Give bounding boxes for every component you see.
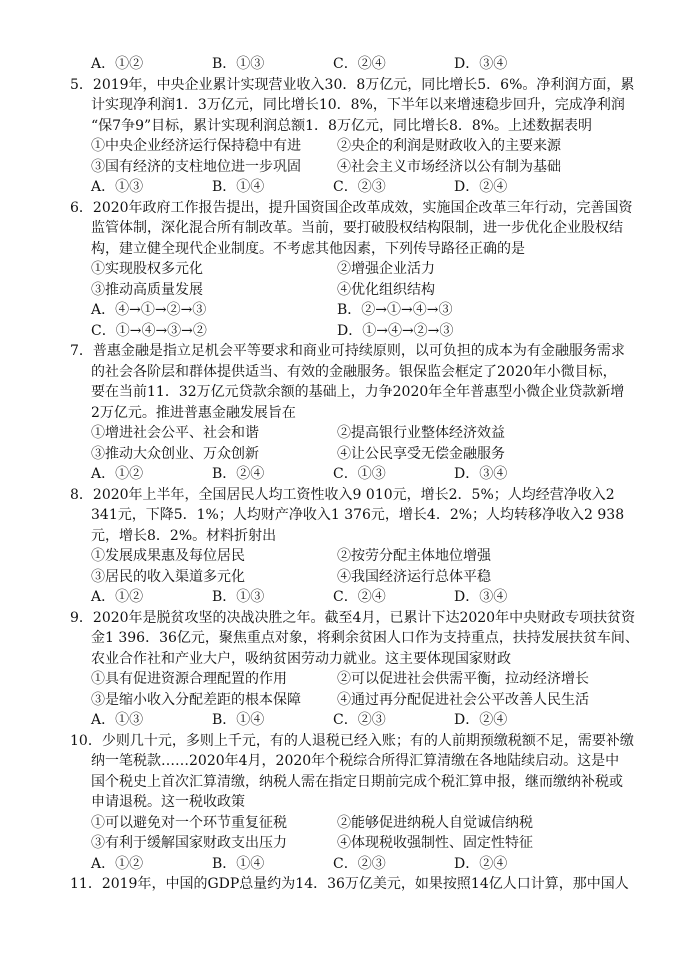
choice-a[interactable]: A．①② xyxy=(91,466,144,482)
question-7-line-4: 2万亿元。推进普惠金融发展旨在 xyxy=(91,404,296,421)
statement-item: ②可以促进社会供需平衡，拉动经济增长 xyxy=(337,671,589,687)
statement-item: ②按劳分配主体地位增强 xyxy=(337,548,491,564)
statement-item: ①可以避免对一个环节重复征税 xyxy=(91,814,287,831)
question-10-items-row-1 xyxy=(70,813,660,834)
statement-item: ①发展成果惠及每位居民 xyxy=(91,548,245,564)
question-6-line-2: 监管体制，深化混合所有制改革。当前，要打破股权结构限制，进一步优化企业股权结 xyxy=(91,220,623,236)
question-7-line-1: 7．普惠金融是指立足机会平等要求和商业可持续原则，以可负担的成本为有金融服务需求 xyxy=(70,343,625,359)
statement-item: ③是缩小收入分配差距的根本保障 xyxy=(91,691,301,708)
choice-c[interactable]: C．②③ xyxy=(333,855,386,872)
choice-d[interactable]: D．③④ xyxy=(454,56,508,72)
statement-item: ③居民的收入渠道多元化 xyxy=(91,568,245,585)
question-6-line-3: 构，建立健全现代企业制度。不考虑其他因素，下列传导路径正确的是 xyxy=(91,240,525,257)
exam-page xyxy=(70,54,660,895)
choice-c[interactable]: C．②③ xyxy=(333,712,386,728)
statement-item: ③推动大众创业、万众创新 xyxy=(91,445,259,462)
choice-d[interactable]: D．②④ xyxy=(454,712,508,728)
choice-b[interactable]: B．①④ xyxy=(212,712,265,728)
choice-c[interactable]: C．②③ xyxy=(333,179,386,195)
question-10-line-3: 国个税史上首次汇算清缴，纳税人需在指定日期前完成个税汇算申报，继而缴纳补税或 xyxy=(91,773,623,790)
question-5-line-3: “保7争9”目标，累计实现利润总额1．8万亿元，同比增长8．8%。上述数据表明 xyxy=(91,117,593,134)
top-choice-row xyxy=(70,54,660,75)
statement-item: ②能够促进纳税人自觉诚信纳税 xyxy=(337,814,533,831)
statement-item: ①实现股权多元化 xyxy=(91,261,203,277)
question-5-line-1: 5．2019年，中央企业累计实现营业收入30．8万亿元，同比增长5．6%。净利润方面，累 xyxy=(70,76,635,93)
statement-item: ②提高银行业整体经济效益 xyxy=(337,425,505,441)
statement-item: ④社会主义市场经济以公有制为基础 xyxy=(337,158,561,175)
question-9 xyxy=(70,608,660,731)
statement-item: ③国有经济的支柱地位进一步巩固 xyxy=(91,158,301,175)
choice-d[interactable]: D．①→④→②→③ xyxy=(337,322,454,339)
question-6 xyxy=(70,198,660,342)
statement-item: ④我国经济运行总体平稳 xyxy=(337,568,491,585)
question-9-choices xyxy=(70,710,660,731)
choice-a[interactable]: A．①③ xyxy=(91,179,144,195)
question-8-line-3: 元，增长8．2%。材料折射出 xyxy=(91,527,277,544)
question-10 xyxy=(70,731,660,875)
question-8 xyxy=(70,485,660,608)
choice-d[interactable]: D．③④ xyxy=(454,466,508,482)
question-7-items-row-2 xyxy=(70,444,660,465)
statement-item: ④优化组织结构 xyxy=(337,281,435,298)
choice-b[interactable]: B．①③ xyxy=(212,589,265,605)
question-8-items-row-2 xyxy=(70,567,660,588)
statement-item: ④体现税收强制性、固定性特征 xyxy=(337,835,533,851)
choice-d[interactable]: D．②④ xyxy=(454,855,508,872)
question-7 xyxy=(70,341,660,485)
question-9-items-row-2 xyxy=(70,690,660,711)
question-5-line-2: 计实现净利润1．3万亿元，同比增长10．8%，下半年以来增速稳步回升，完成净利润 xyxy=(91,97,625,113)
question-6-items-row-1 xyxy=(70,259,660,280)
question-9-items-row-1 xyxy=(70,669,660,690)
statement-item: ③有利于缓解国家财政支出压力 xyxy=(91,835,287,851)
choice-c[interactable]: C．①→④→③→② xyxy=(91,322,207,339)
choice-c[interactable]: C．②④ xyxy=(333,589,386,605)
question-8-line-2: 341元，下降5．1%；人均财产净收入1 376元，增长4．2%；人均转移净收入2 938 xyxy=(91,507,625,523)
statement-item: ②增强企业活力 xyxy=(337,261,435,277)
question-7-line-2: 的社会各阶层和群体提供适当、有效的金融服务。银保监会框定了2020年小微目标， xyxy=(91,363,617,380)
choice-a[interactable]: A．①③ xyxy=(91,712,144,728)
question-9-line-2: 金1 396．36亿元，聚焦重点对象，将剩余贫困人口作为支持重点，扶持发展扶贫车间、 xyxy=(91,630,639,646)
statement-item: ③推动高质量发展 xyxy=(91,281,203,298)
statement-item: ①具有促进资源合理配置的作用 xyxy=(91,671,287,687)
choice-d[interactable]: D．③④ xyxy=(454,589,508,605)
question-6-choices-row-2 xyxy=(70,321,660,342)
question-5-choices xyxy=(70,177,660,198)
question-9-line-3: 农业合作社和产业大户，吸纳贫困劳动力就业。这主要体现国家财政 xyxy=(91,650,511,667)
question-5 xyxy=(70,75,660,198)
choice-c[interactable]: C．②④ xyxy=(333,56,386,72)
choice-a[interactable]: A．①② xyxy=(91,56,144,72)
question-6-choices-row-1 xyxy=(70,300,660,321)
choice-a[interactable]: A．④→①→②→③ xyxy=(91,302,207,318)
choice-b[interactable]: B．①④ xyxy=(212,855,265,872)
statement-item: ④通过再分配促进社会公平改善人民生活 xyxy=(337,691,589,708)
choice-b[interactable]: B．①③ xyxy=(212,56,265,72)
choice-b[interactable]: B．②④ xyxy=(212,466,265,482)
question-11-line-1: 11．2019年，中国的GDP总量约为14．36万亿美元，如果按照14亿人口计算，那中国人 xyxy=(70,876,629,892)
statement-item: ①增进社会公平、社会和谐 xyxy=(91,425,259,441)
question-9-line-1: 9．2020年是脱贫攻坚的决战决胜之年。截至4月，已累计下达2020年中央财政专项扶贫资 xyxy=(70,609,636,626)
question-7-line-3: 要在当前11．32万亿元贷款余额的基础上，力争2020年全年普惠型小微企业贷款新增 xyxy=(91,384,625,400)
question-10-line-4: 申请退税。这一税收政策 xyxy=(91,794,245,810)
question-8-choices xyxy=(70,587,660,608)
statement-item: ①中央企业经济运行保持稳中有进 xyxy=(91,138,301,154)
choice-b[interactable]: B．①④ xyxy=(212,179,265,195)
question-8-items-row-1 xyxy=(70,546,660,567)
question-10-items-row-2 xyxy=(70,833,660,854)
choice-c[interactable]: C．①③ xyxy=(333,466,386,482)
question-5-items-row-1 xyxy=(70,136,660,157)
question-6-items-row-2 xyxy=(70,280,660,301)
choice-a[interactable]: A．①② xyxy=(91,855,144,872)
question-10-line-2: 纳一笔税款……2020年4月，2020年个税综合所得汇算清缴在各地陆续启动。这是中 xyxy=(91,753,620,769)
question-7-choices xyxy=(70,464,660,485)
choice-a[interactable]: A．①② xyxy=(91,589,144,605)
question-5-items-row-2 xyxy=(70,157,660,178)
question-7-items-row-1 xyxy=(70,423,660,444)
question-11 xyxy=(70,874,660,895)
statement-item: ④让公民享受无偿金融服务 xyxy=(337,445,505,462)
statement-item: ②央企的利润是财政收入的主要来源 xyxy=(337,138,561,154)
question-6-line-1: 6．2020年政府工作报告提出，提升国资国企改革成效，实施国企改革三年行动，完善国资 xyxy=(70,199,633,216)
question-10-choices xyxy=(70,854,660,875)
choice-d[interactable]: D．②④ xyxy=(454,179,508,195)
question-10-line-1: 10．少则几十元，多则上千元，有的人退税已经入账；有的人前期预缴税额不足，需要补缴 xyxy=(70,732,634,749)
choice-b[interactable]: B．②→①→④→③ xyxy=(337,302,453,318)
question-8-line-1: 8．2020年上半年，全国居民人均工资性收入9 010元，增长2．5%；人均经营净收入2 xyxy=(70,486,615,503)
